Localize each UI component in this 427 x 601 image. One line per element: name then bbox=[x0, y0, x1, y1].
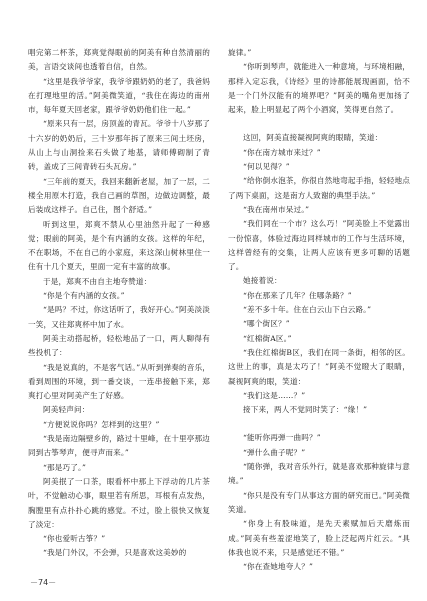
paragraph: 接下来，两人不觉同时笑了：“缘！” bbox=[243, 405, 368, 415]
paragraph: 阿美抿了一口茶，眼看杯中那上下浮动的几片茶叶，不觉触动心事，眼里若有所思，耳根有点发热，胸膛里有点扑扑心跳的感觉。不过，脸上很快又恢复了淡定： bbox=[28, 476, 210, 529]
paragraph: “弹什么曲子呢？” bbox=[243, 447, 306, 457]
paragraph: “你只是没有专门从事这方面的研究而已。”阿美微笑道。 bbox=[228, 490, 410, 514]
page-number: －74－ bbox=[30, 578, 57, 587]
paragraph: “随你弹，我对音乐外行，就是喜欢那种旋律与意境。” bbox=[228, 462, 410, 486]
paragraph: “何以见得？” bbox=[243, 162, 290, 172]
paragraph: “三年前的夏天，我回来翻新老屋，加了一层，二楼全用原木打造，我自己画的草图，边做边调整，最后装成这样子。自己住，图个舒适。” bbox=[28, 176, 210, 215]
paragraph: 旋律。” bbox=[228, 48, 252, 57]
paragraph: “我们同在一个市？这么巧！”阿美脸上不觉露出一份惊喜，体验过海边同样城市的工作与生活环境，这样曾经有的交集，让两人应该有更多可聊的话题了。 bbox=[228, 219, 410, 272]
paragraph: “那是巧了。” bbox=[43, 462, 86, 472]
paragraph: “红棉街A区。” bbox=[243, 333, 292, 343]
paragraph: “你在南方城市来过？” bbox=[243, 147, 321, 157]
left-column bbox=[28, 46, 210, 561]
paragraph: 于是，郑爽不由自主地夸赞道： bbox=[43, 276, 152, 286]
paragraph: “你是个有内涵的女孩。” bbox=[43, 291, 125, 301]
paragraph: “你也爱听古筝？” bbox=[43, 534, 106, 544]
paragraph: “你听到琴声，就能进入一种意境，与环境相融，那样入定忘我，《诗经》里的诗都能展现画面，恰不是一个门外汉能有的境界吧？”阿美的嘴角更加扬了起来，脸上明显起了两个小酒窝，笑得更自然了。 bbox=[228, 62, 410, 115]
paragraph: 阿美主动搭起桥，轻松地品了一口，两人聊得有些投机了： bbox=[28, 333, 210, 358]
paragraph: 这回，阿美直接凝视阿爽的眼睛，笑道： bbox=[243, 133, 383, 143]
paragraph: “是吗？不过，你这话听了，我好开心。”阿美淡淡一笑，又往郑爽杯中加了水。 bbox=[28, 305, 210, 329]
paragraph: 唱完第二杯茶，郑爽觉得眼前的阿美有种自然清丽的美，言语交谈间也透着自信，自然。 bbox=[28, 48, 210, 72]
paragraph: “能听你再弹一曲吗？” bbox=[243, 433, 321, 443]
paragraph: “我在南州市呆过。” bbox=[243, 204, 310, 214]
paragraph: “我住红棉街B区，我们在同一条街，相邻的区。这世上的事，真是太巧了！”阿美不觉瞪大了眼睛，凝视阿爽的眼，笑道： bbox=[228, 347, 410, 386]
paragraph: “给你倒水泡茶，你很自然地弯起手指，轻轻地点了两下桌面，这是南方人致谢的典型手法。” bbox=[228, 176, 410, 200]
paragraph: 听到这里，郑爽不禁从心里油然升起了一种感觉；眼前的阿美，是个有内涵的女孩。这样的年纪，不在职场，不在自己的小家庭，来这深山树林里住一住有十几个夏天，里面一定有丰富的故事。 bbox=[28, 219, 210, 272]
paragraph: “我是南边隔壁乡的，路过十里峰，在十里亭那边同到古筝琴声，便寻声而来。” bbox=[28, 434, 210, 458]
right-column bbox=[228, 46, 410, 574]
paragraph: “差不多十年。住在白云山下白云路。” bbox=[243, 305, 372, 315]
paragraph: “这里是我爷爷家，我爷爷跟奶奶的老了，我爸妈在打理地里的活。”阿美微笑道，“我住在海边的南州市，每年夏天回老家，跟爷爷奶奶他们住一起。” bbox=[28, 76, 210, 115]
paragraph: “方便说说你吗？怎样到的这里？” bbox=[43, 419, 160, 429]
paragraph: “我是说真的，不是客气话。”从听到弹奏的音乐，看到周围的环境，到一番交谈，一连串接触下来，郑爽打心里对阿美产生了好感。 bbox=[28, 362, 210, 401]
paragraph: “你在查她地夸人？” bbox=[243, 562, 314, 572]
paragraph: “我们这是……？” bbox=[243, 390, 306, 400]
paragraph: “原来只有一层，房顶盖的青瓦。爷爷十八岁那了十六岁的奶奶后，三十岁那年拆了原来三间土坯房，从山上与山洞捡来石头做了地基，请师傅砌制了青砖，盖成了三间青砖石头瓦房。” bbox=[28, 119, 210, 172]
paragraph: “哪个街区？” bbox=[243, 319, 290, 329]
paragraph: “你身上有股味道，是先天素赋加后天磨炼而成。”阿美有些羞涩地笑了，脸上泛起两片红云。“具体我也说不来，只是感觉还不错。” bbox=[228, 519, 410, 557]
paragraph: “我是门外汉，不会弹，只是喜欢这美妙的 bbox=[43, 548, 187, 558]
paragraph: 她接着说： bbox=[243, 276, 282, 286]
paragraph: 阿美轻声问： bbox=[43, 405, 90, 415]
paragraph: “你在那来了几年？住哪条路？” bbox=[243, 290, 352, 300]
